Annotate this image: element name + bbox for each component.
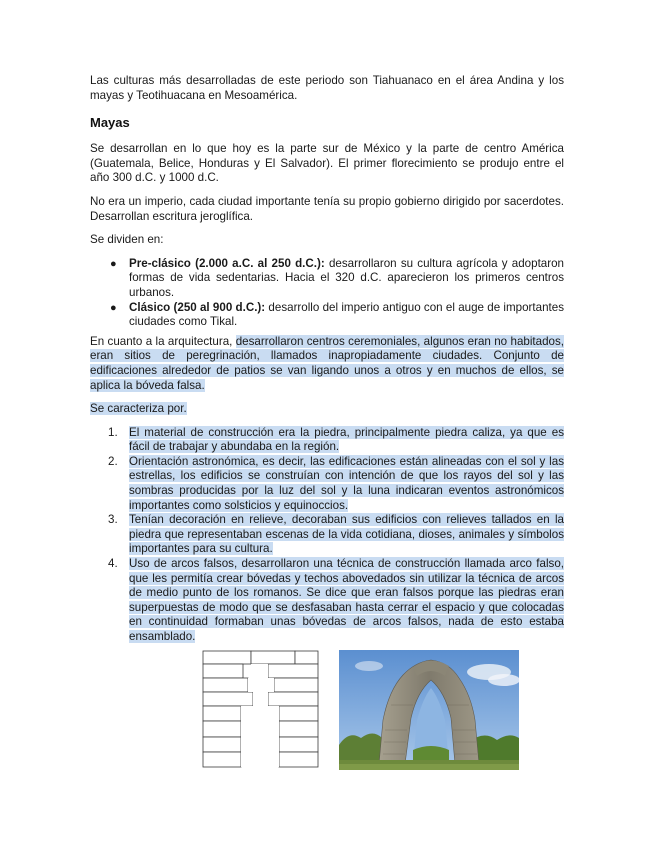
- document-page: [90, 74, 564, 645]
- bullet-icon: ●: [110, 257, 117, 270]
- false-arch-diagram: [202, 650, 319, 768]
- paragraph-government: No era un imperio, cada ciudad importante tenía su propio gobierno dirigido por sacerdotes. Desarrollan escritura jeroglífica.: [90, 194, 564, 223]
- period-description: desarrollaron su cultura agrícola y adoptaron formas de vida sedentarias. Hacia el 320 d.C. aparecieron los primeros centros urbanos.: [129, 256, 565, 299]
- paragraph-divisions: Se dividen en:: [90, 233, 164, 247]
- item-text: El material de construcción era la piedra, principalmente piedra caliza, ya que es fácil de trabajar y abundaba en la región.: [129, 425, 564, 454]
- list-item: [90, 557, 564, 645]
- period-title: Pre-clásico (2.000 a.C. al 250 d.C.):: [129, 256, 325, 270]
- item-number: 3.: [108, 513, 118, 527]
- figures-row: [90, 649, 564, 774]
- period-description: desarrollo del imperio antiguo con el auge de importantes ciudades como Tikal.: [129, 300, 564, 329]
- characteristics-list: [90, 426, 564, 645]
- paragraph-architecture: [90, 335, 564, 393]
- item-number: 2.: [108, 454, 118, 468]
- periods-list: [90, 257, 564, 330]
- period-title: Clásico (250 al 900 d.C.):: [129, 300, 266, 314]
- highlighted-text: Se caracteriza por.: [90, 402, 187, 416]
- item-number: 1.: [108, 425, 118, 439]
- section-heading: Mayas: [90, 115, 130, 131]
- intro-paragraph: Las culturas más desarrolladas de este periodo son Tiahuanaco en el área Andina y los mayas y Teotihuacana en Mesoamérica.: [90, 74, 564, 102]
- list-item: [90, 301, 564, 330]
- item-text: Orientación astronómica, es decir, las edificaciones están alineadas con el sol y las estrellas, los edificios se construían con intención de que los rayos del sol y las sombras producidas por la luz del sol y la luna indicaran eventos astronómicos importantes como solsticios y equinoccios.: [129, 454, 564, 512]
- list-item: [90, 257, 564, 301]
- bullet-icon: ●: [110, 301, 117, 314]
- item-number: 4.: [108, 557, 118, 571]
- list-item: [90, 426, 564, 455]
- architecture-lead: En cuanto a la arquitectura,: [90, 334, 236, 348]
- maya-arch-photo: [339, 650, 519, 770]
- item-text: Uso de arcos falsos, desarrollaron una técnica de construcción llamada arco falso, que les permitía crear bóvedas y techos abovedados sin utilizar la técnica de arcos de medio punto de los romanos. Se dice que eran falsos porque las piedras eran superpuestas de modo que se desfasaban hasta cerrar el espacio y que colocadas en continuidad formaban unas bóvedas de arcos falsos, nada de esto estaba ensamblado.: [129, 557, 564, 643]
- list-item: [90, 455, 564, 513]
- item-text: Tenían decoración en relieve, decoraban sus edificios con relieves tallados en la piedra que representaban escenas de la vida cotidiana, dioses, animales y símbolos importantes para su cultura.: [129, 513, 564, 556]
- paragraph-location: Se desarrollan en lo que hoy es la parte sur de México y la parte de centro América (Guatemala, Belice, Honduras y El Salvador). El primer florecimiento se produjo entre el año 300 d.C. y 1000 d.C.: [90, 142, 564, 185]
- list-item: [90, 513, 564, 557]
- paragraph-characteristics: [90, 402, 564, 417]
- highlighted-text: desarrollaron centros ceremoniales, algunos eran no habitados, eran sitios de peregrinación, llamados inapropiadamente ciudades. Conjunto de edificaciones alrededor de patios se van ligando unos a otros y en muchos de ellos, se aplica la bóveda falsa.: [90, 334, 564, 392]
